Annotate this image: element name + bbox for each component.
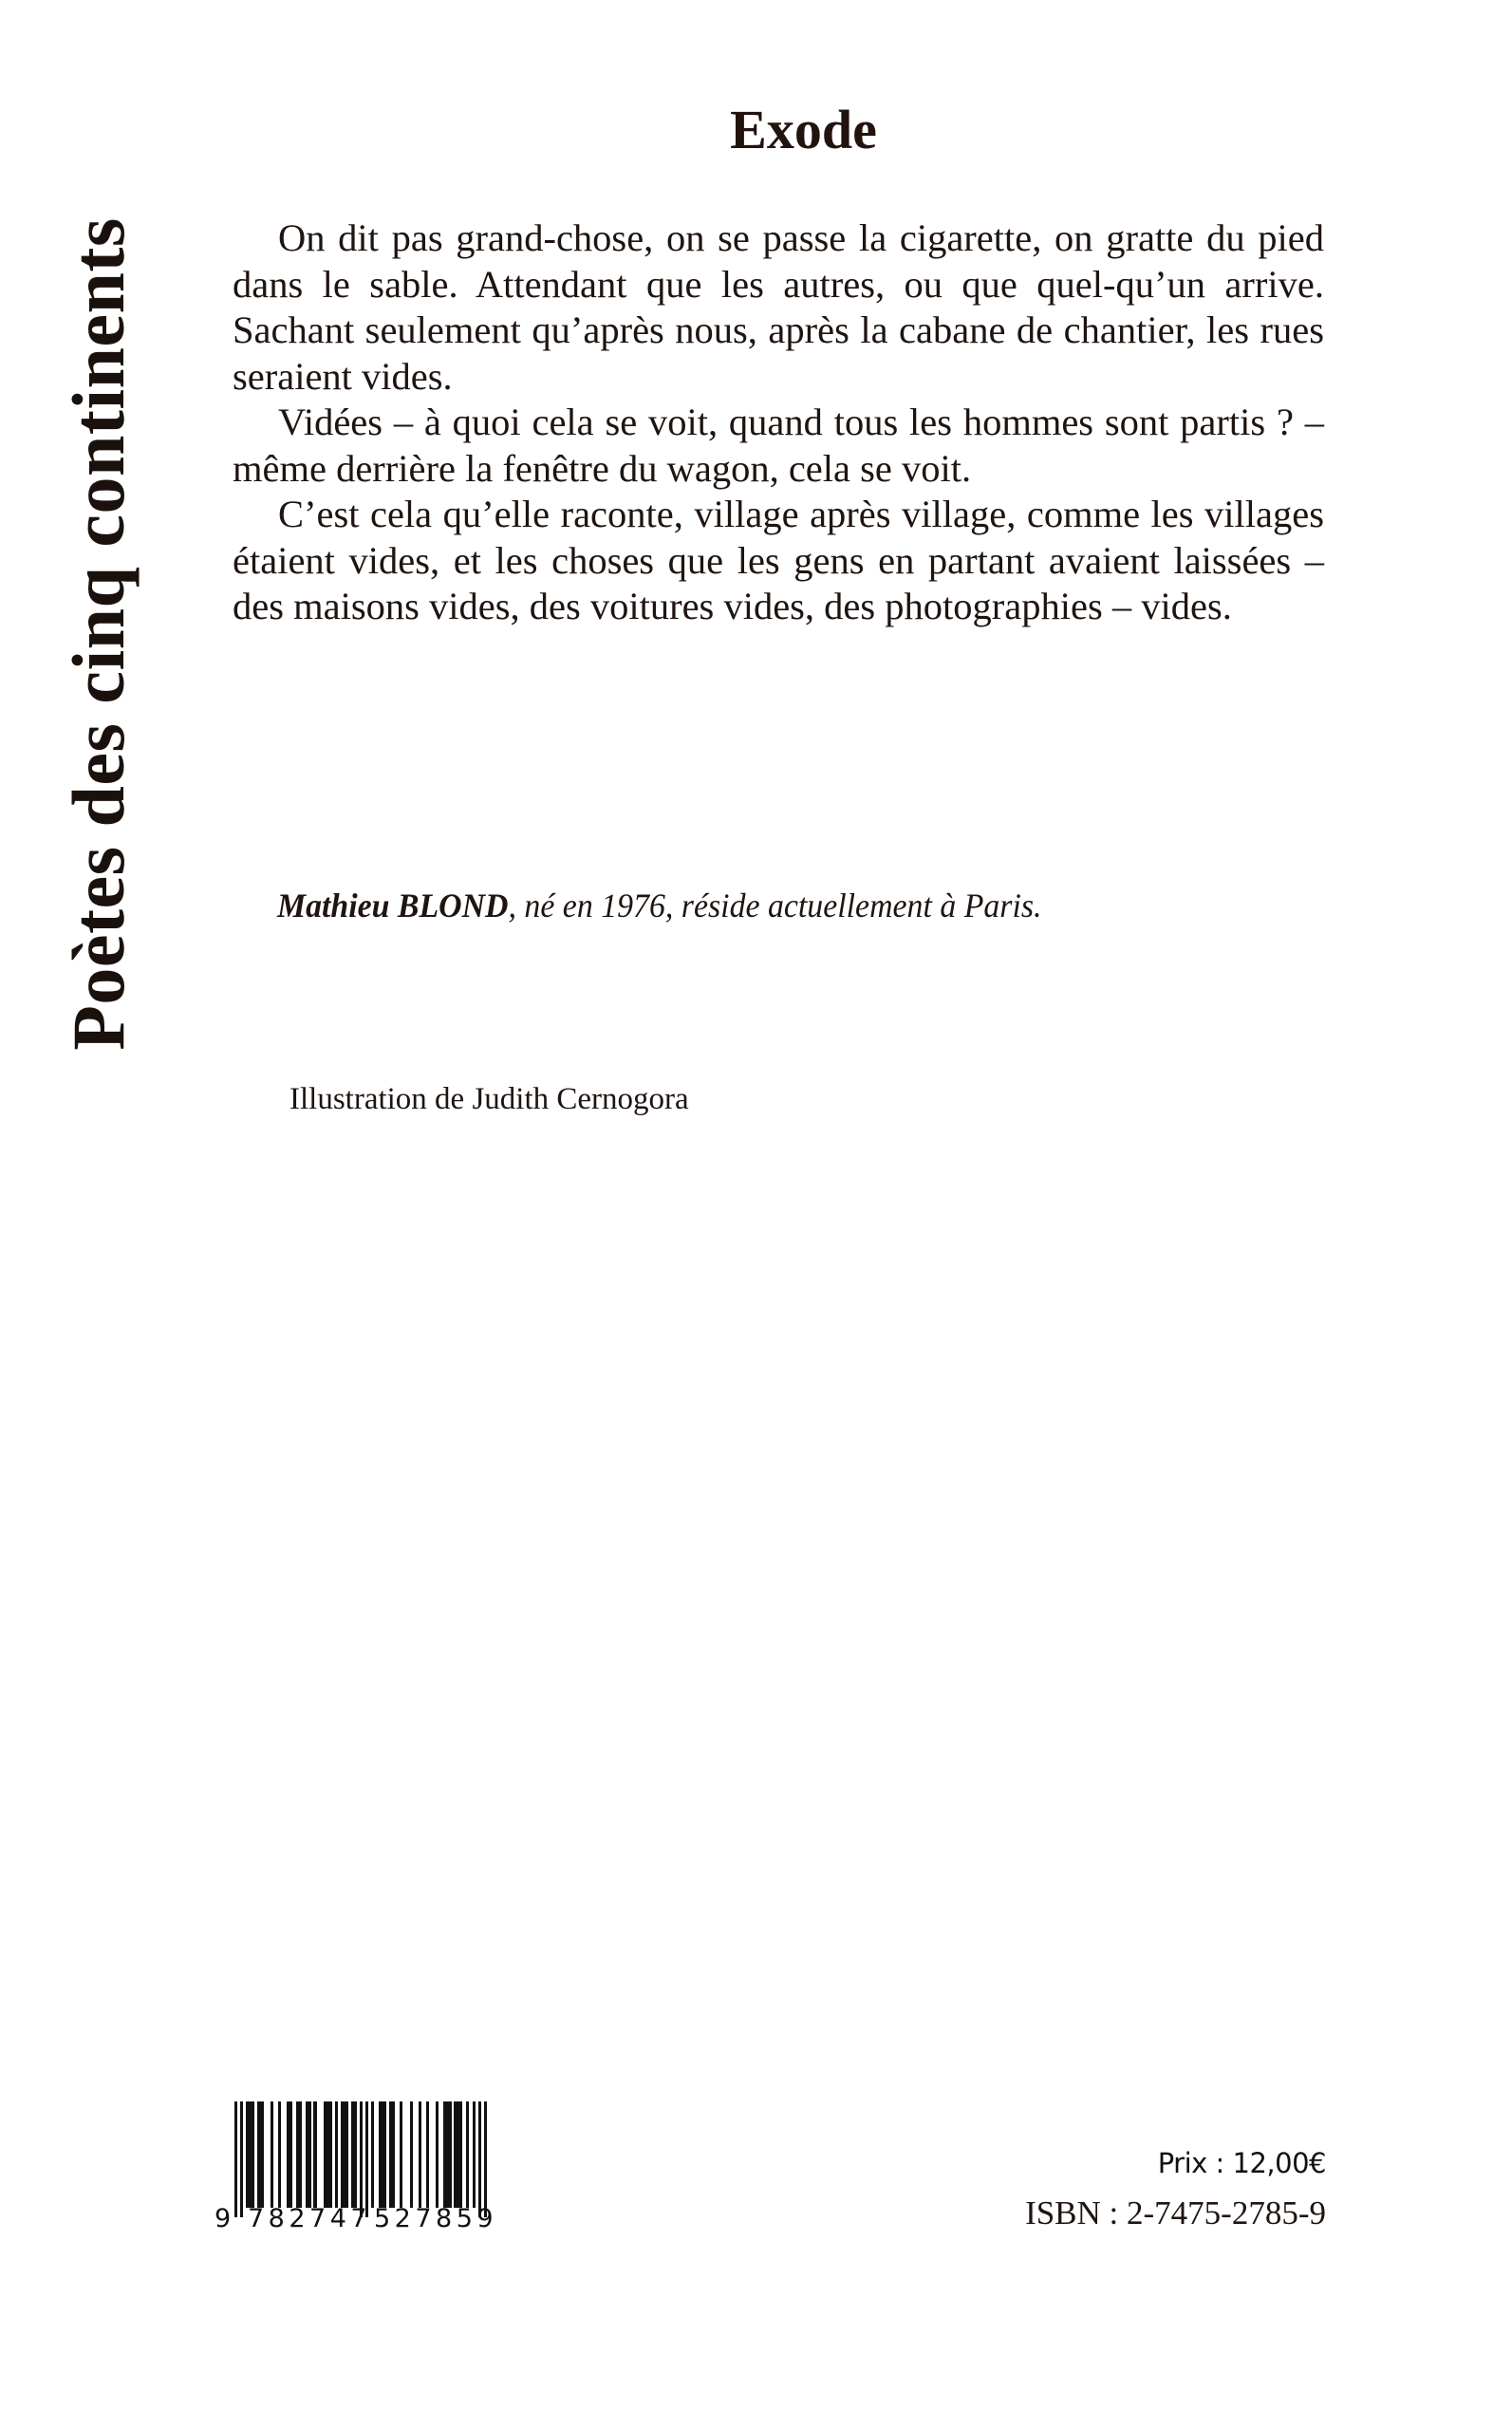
author-bio <box>277 886 1041 925</box>
author-name: Mathieu BLOND <box>277 887 509 924</box>
illustration-credit: Illustration de Judith Cernogora <box>289 1082 689 1116</box>
barcode-digits-right: 527859 <box>374 2204 498 2233</box>
blurb-paragraph: Vidées – à quoi cela se voit, quand tous les hommes sont partis ? – même derrière la fenêtre du wagon, cela se voit. <box>233 401 1324 490</box>
barcode-digit-prefix: 9 <box>215 2204 235 2233</box>
series-title-text: Poètes des cinq continents <box>57 217 140 1051</box>
blurb-paragraph: On dit pas grand-chose, on se passe la cigarette, on gratte du pied dans le sable. Attendant que les autres, ou que quel-qu’un arrive. Sachant seulement qu’après nous, après la cabane de chantier, les rues seraient vides. <box>233 216 1324 398</box>
ean13-barcode-icon <box>215 2101 509 2217</box>
price-label: Prix : 12,00€ <box>1157 2147 1326 2179</box>
author-bio-text: , né en 1976, réside actuellement à Paris. <box>508 887 1042 924</box>
barcode-digits <box>215 2206 509 2232</box>
isbn-label: ISBN : 2-7475-2785-9 <box>1025 2194 1326 2232</box>
blurb-text <box>233 215 1324 630</box>
book-title: Exode <box>730 99 877 160</box>
barcode-digits-left: 782747 <box>248 2204 372 2233</box>
blurb-paragraph: C’est cela qu’elle raconte, village après village, comme les villages étaient vides, et les choses que les gens en partant avaient laissées – des maisons vides, des voitures vides, des photographies – vides. <box>233 493 1324 627</box>
